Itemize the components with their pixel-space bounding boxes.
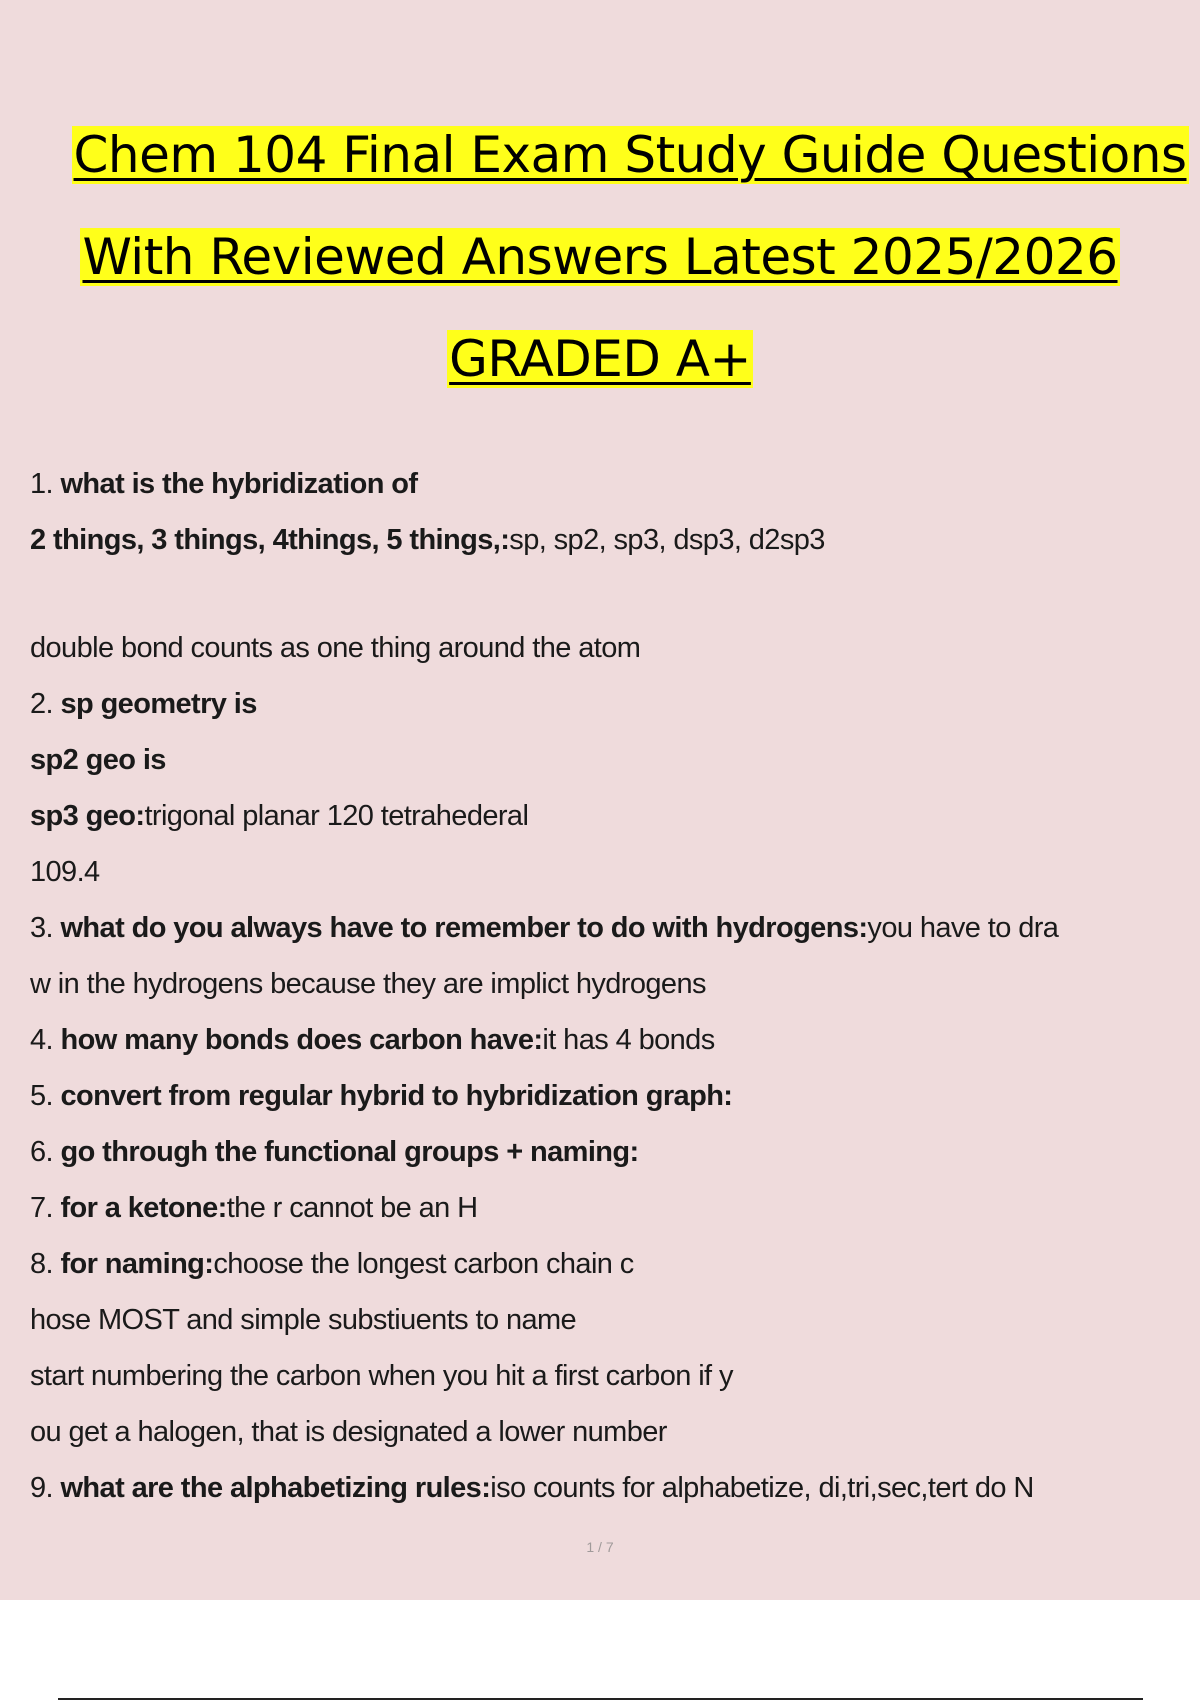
- question-8: 8. for naming:choose the longest carbon chain c: [30, 1248, 634, 1280]
- answer-text: trigonal planar 120 tetrahederal: [144, 800, 529, 832]
- title-line-1: Chem 104 Final Exam Study Guide Questions: [73, 126, 1187, 184]
- answer-8-line-3: [30, 1348, 1180, 1404]
- question-text: what is the hybridization of: [60, 468, 418, 500]
- title-line-3: GRADED A+: [449, 330, 751, 388]
- question-text: sp2 geo is: [30, 744, 166, 776]
- question-text: for a ketone:: [60, 1192, 227, 1224]
- answer-2-line-2: [30, 844, 1180, 900]
- answer-text: sp, sp2, sp3, dsp3, d2sp3: [509, 524, 825, 556]
- question-text: sp3 geo:: [30, 800, 145, 832]
- answer-text: ou get a halogen, that is designated a lower number: [30, 1416, 667, 1448]
- question-text: what are the alphabetizing rules:: [60, 1472, 491, 1504]
- question-2-line-1: 2. sp geometry is: [30, 688, 257, 720]
- answer-3-line-2: [30, 956, 1180, 1012]
- answer-text: it has 4 bonds: [542, 1024, 715, 1056]
- answer-text: 109.4: [30, 856, 100, 888]
- question-text: sp geometry is: [60, 688, 257, 720]
- answer-text: w in the hydrogens because they are implict hydrogens: [30, 968, 706, 1000]
- question-text: go through the functional groups + naming:: [60, 1136, 639, 1168]
- study-guide-body: [30, 456, 1180, 1516]
- blank-line: [30, 568, 1180, 620]
- page-number: 1 / 7: [586, 1539, 614, 1555]
- question-text: what do you always have to remember to do with hydrogens:: [60, 912, 868, 944]
- question-text: 2 things, 3 things, 4things, 5 things,:: [30, 524, 510, 556]
- question-2-line-2: [30, 732, 1180, 788]
- answer-1-note: [30, 620, 1180, 676]
- question-text: how many bonds does carbon have:: [60, 1024, 543, 1056]
- question-5: 5. convert from regular hybrid to hybridization graph:: [30, 1080, 733, 1112]
- question-4: 4. how many bonds does carbon have:it has 4 bonds: [30, 1024, 715, 1056]
- answer-text: iso counts for alphabetize, di,tri,sec,tert do N: [490, 1472, 1034, 1504]
- question-3: 3. what do you always have to remember to do with hydrogens:you have to dra: [30, 912, 1059, 944]
- question-7: 7. for a ketone:the r cannot be an H: [30, 1192, 478, 1224]
- question-1-line-1: 1. what is the hybridization of: [30, 468, 418, 500]
- answer-8-line-2: [30, 1292, 1180, 1348]
- answer-8-line-4: [30, 1404, 1180, 1460]
- answer-text: the r cannot be an H: [226, 1192, 478, 1224]
- question-9: 9. what are the alphabetizing rules:iso counts for alphabetize, di,tri,sec,tert do N: [30, 1472, 1034, 1504]
- question-1-line-2: [30, 512, 1180, 568]
- question-text: for naming:: [60, 1248, 214, 1280]
- question-text: convert from regular hybrid to hybridization graph:: [60, 1080, 733, 1112]
- answer-text: start numbering the carbon when you hit a first carbon if y: [30, 1360, 733, 1392]
- question-6: 6. go through the functional groups + naming:: [30, 1136, 639, 1168]
- answer-text: hose MOST and simple substiuents to name: [30, 1304, 577, 1336]
- title-line-2: With Reviewed Answers Latest 2025/2026: [82, 228, 1118, 286]
- question-2-line-3: [30, 788, 1180, 844]
- answer-text: you have to dra: [867, 912, 1059, 944]
- answer-text: double bond counts as one thing around the atom: [30, 632, 641, 664]
- answer-text: choose the longest carbon chain c: [213, 1248, 634, 1280]
